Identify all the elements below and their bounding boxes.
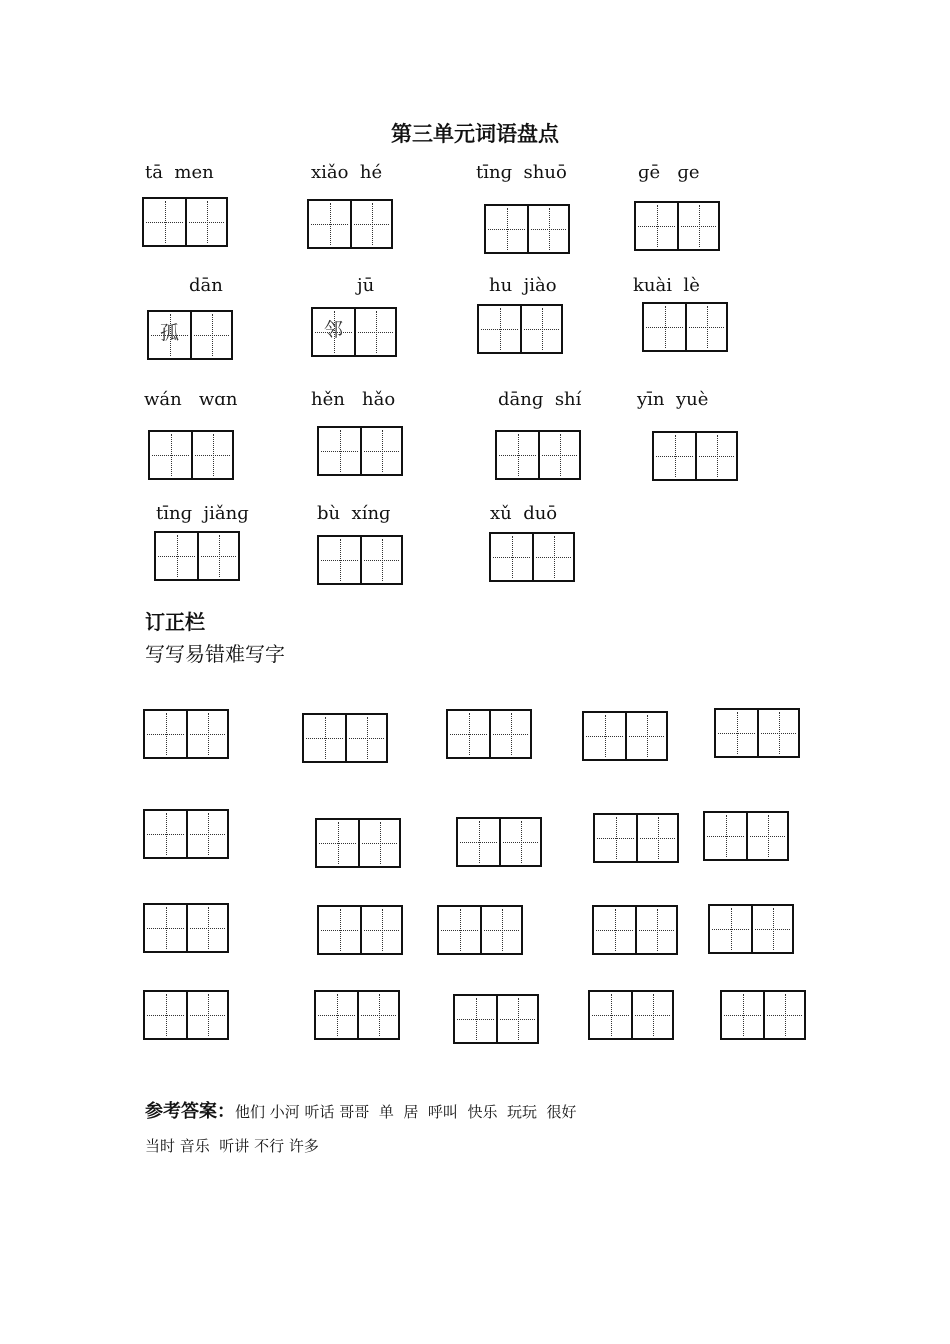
tianzige-box[interactable] (634, 201, 720, 251)
correction-box[interactable] (588, 990, 674, 1040)
correction-box[interactable] (315, 818, 401, 868)
prefilled-character: 孤 (159, 322, 179, 344)
pinyin-label: jū (357, 275, 375, 296)
correction-heading: 订正栏 (145, 610, 205, 634)
pinyin-label: hu jiào (489, 275, 557, 296)
correction-box[interactable] (720, 990, 806, 1040)
correction-box[interactable] (708, 904, 794, 954)
pinyin-label: dān (189, 275, 223, 296)
correction-box[interactable] (592, 905, 678, 955)
tianzige-box[interactable] (154, 531, 240, 581)
pinyin-label: tīnɡ shuō (476, 162, 567, 183)
correction-box[interactable] (314, 990, 400, 1040)
correction-box[interactable] (703, 811, 789, 861)
correction-box[interactable] (593, 813, 679, 863)
tianzige-box[interactable] (489, 532, 575, 582)
tianzige-box[interactable] (642, 302, 728, 352)
pinyin-label: kuài lè (633, 275, 700, 296)
correction-box[interactable] (582, 711, 668, 761)
correction-box[interactable] (437, 905, 523, 955)
tianzige-box[interactable] (477, 304, 563, 354)
tianzige-box[interactable] (495, 430, 581, 480)
correction-box[interactable] (302, 713, 388, 763)
correction-box[interactable] (446, 709, 532, 759)
pinyin-label: hěn hǎo (311, 389, 396, 410)
correction-box[interactable] (143, 709, 229, 759)
tianzige-box[interactable] (142, 197, 228, 247)
pinyin-label: xǔ duō (490, 503, 558, 524)
pinyin-label: tā men (145, 162, 214, 183)
correction-box[interactable] (714, 708, 800, 758)
correction-box[interactable] (453, 994, 539, 1044)
pinyin-label: dānɡ shí (498, 389, 582, 410)
pinyin-label: yīn yuè (637, 389, 709, 410)
correction-box[interactable] (143, 809, 229, 859)
tianzige-box[interactable] (317, 426, 403, 476)
pinyin-label: xiǎo hé (311, 162, 383, 183)
pinyin-label: wán wɑn (144, 389, 238, 410)
correction-box[interactable] (143, 990, 229, 1040)
answer-key-line-1 (145, 1097, 577, 1123)
pinyin-label: tīnɡ jiǎnɡ (156, 503, 249, 524)
answer-key-label: 参考答案： (145, 1101, 235, 1122)
tianzige-box[interactable] (652, 431, 738, 481)
answer-key-line-2: 当时 音乐 听讲 不行 许多 (145, 1137, 319, 1155)
correction-box[interactable] (143, 903, 229, 953)
correction-box[interactable] (456, 817, 542, 867)
tianzige-box[interactable] (484, 204, 570, 254)
answer-key-text: 他们 小河 听话 哥哥 单 居 呼叫 快乐 玩玩 很好 (235, 1103, 577, 1121)
tianzige-box[interactable] (317, 535, 403, 585)
tianzige-box[interactable] (148, 430, 234, 480)
correction-subheading: 写写易错难写字 (145, 642, 285, 666)
page-title: 第三单元词语盘点 (391, 122, 559, 146)
pinyin-label: bù xínɡ (317, 503, 391, 524)
tianzige-box[interactable] (147, 310, 233, 360)
prefilled-character: 邻 (323, 319, 343, 341)
pinyin-label: ɡē ɡe (638, 162, 700, 183)
correction-box[interactable] (317, 905, 403, 955)
tianzige-box[interactable] (311, 307, 397, 357)
tianzige-box[interactable] (307, 199, 393, 249)
